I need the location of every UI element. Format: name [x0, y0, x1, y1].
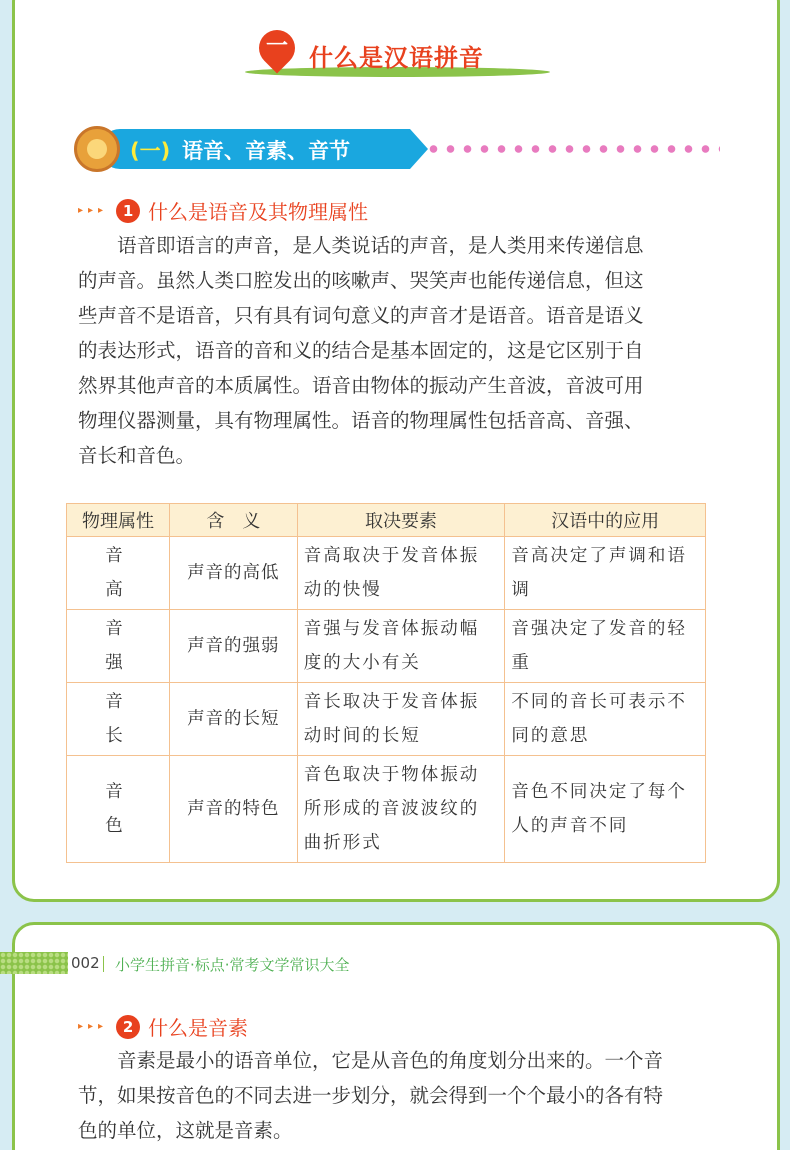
- section-banner: [70, 126, 415, 172]
- subsection-title-2: 什么是音素: [148, 1016, 249, 1040]
- table-cell: 音强决定了发音的轻重: [505, 610, 706, 683]
- table-cell: 不同的音长可表示不同的意思: [505, 683, 706, 756]
- table-cell: 音高: [67, 537, 170, 610]
- table-cell: 音强: [67, 610, 170, 683]
- table-cell: 音色: [67, 756, 170, 863]
- table-row: [67, 756, 706, 863]
- footer-separator: [103, 956, 104, 972]
- chapter-heading: [245, 30, 550, 82]
- text-line: 语音即语言的声音，是人类说话的声音，是人类用来传递信息: [117, 234, 644, 257]
- table-cell: 音长: [67, 683, 170, 756]
- text-line: 的表达形式，语音的音和义的结合是基本固定的，这是它区别于自: [78, 339, 644, 362]
- text-line: 些声音不是语音，只有具有词句意义的声音才是语音。语音是语义: [78, 304, 644, 327]
- table-header: 取决要素: [297, 504, 505, 537]
- arrow-icon: ▸▸▸: [78, 1021, 109, 1032]
- arrow-icon: ▸▸▸: [78, 205, 109, 216]
- subsection-number-1: 1: [116, 199, 140, 223]
- table-row: [67, 683, 706, 756]
- table-cell: 音高取决于发音体振动的快慢: [297, 537, 505, 610]
- table-row: [67, 537, 706, 610]
- chapter-number: 一: [265, 34, 288, 59]
- banner-body: [100, 129, 410, 169]
- table-header: 物理属性: [67, 504, 170, 537]
- chapter-title: 什么是汉语拼音: [309, 44, 484, 72]
- text-line: 物理仪器测量，具有物理属性。语音的物理属性包括音高、音强、: [78, 409, 644, 432]
- table-header: 汉语中的应用: [505, 504, 706, 537]
- text-line: 然界其他声音的本质属性。语音由物体的振动产生音波，音波可用: [78, 374, 644, 397]
- book-title: 小学生拼音·标点·常考文学常识大全: [115, 956, 350, 974]
- table-header-row: [67, 504, 706, 537]
- text-line: 色的单位，这就是音素。: [78, 1119, 293, 1142]
- dotted-divider: [425, 145, 720, 153]
- table-row: [67, 610, 706, 683]
- subsection-number-2: 2: [116, 1015, 140, 1039]
- table-cell: 音高决定了声调和语调: [505, 537, 706, 610]
- page-number: 002: [71, 954, 100, 972]
- footer-strip: [0, 952, 68, 974]
- paragraph-2: [78, 1043, 718, 1148]
- table-cell: 音长取决于发音体振动时间的长短: [297, 683, 505, 756]
- subsection-heading-2: [78, 1012, 248, 1041]
- paragraph-1: [78, 228, 718, 473]
- table-cell: 声音的长短: [169, 683, 297, 756]
- text-line: 节，如果按音色的不同去进一步划分，就会得到一个个最小的各有特: [78, 1084, 664, 1107]
- subsection-title-1: 什么是语音及其物理属性: [148, 200, 369, 224]
- table-cell: 声音的高低: [169, 537, 297, 610]
- table-cell: 音色不同决定了每个人的声音不同: [505, 756, 706, 863]
- lion-icon: [74, 126, 120, 172]
- table-cell: 声音的强弱: [169, 610, 297, 683]
- table-cell: 音强与发音体振动幅度的大小有关: [297, 610, 505, 683]
- text-line: 音长和音色。: [78, 444, 196, 467]
- table-cell: 音色取决于物体振动所形成的音波波纹的曲折形式: [297, 756, 505, 863]
- subsection-heading-1: [78, 196, 368, 225]
- table-header: 含 义: [169, 504, 297, 537]
- section-title: 语音、音素、音节: [182, 139, 350, 163]
- section-number: (一): [130, 139, 171, 163]
- physical-properties-table: [66, 503, 706, 863]
- table-cell: 声音的特色: [169, 756, 297, 863]
- text-line: 的声音。虽然人类口腔发出的咳嗽声、哭笑声也能传递信息，但这: [78, 269, 644, 292]
- text-line: 音素是最小的语音单位，它是从音色的角度划分出来的。一个音: [117, 1049, 664, 1072]
